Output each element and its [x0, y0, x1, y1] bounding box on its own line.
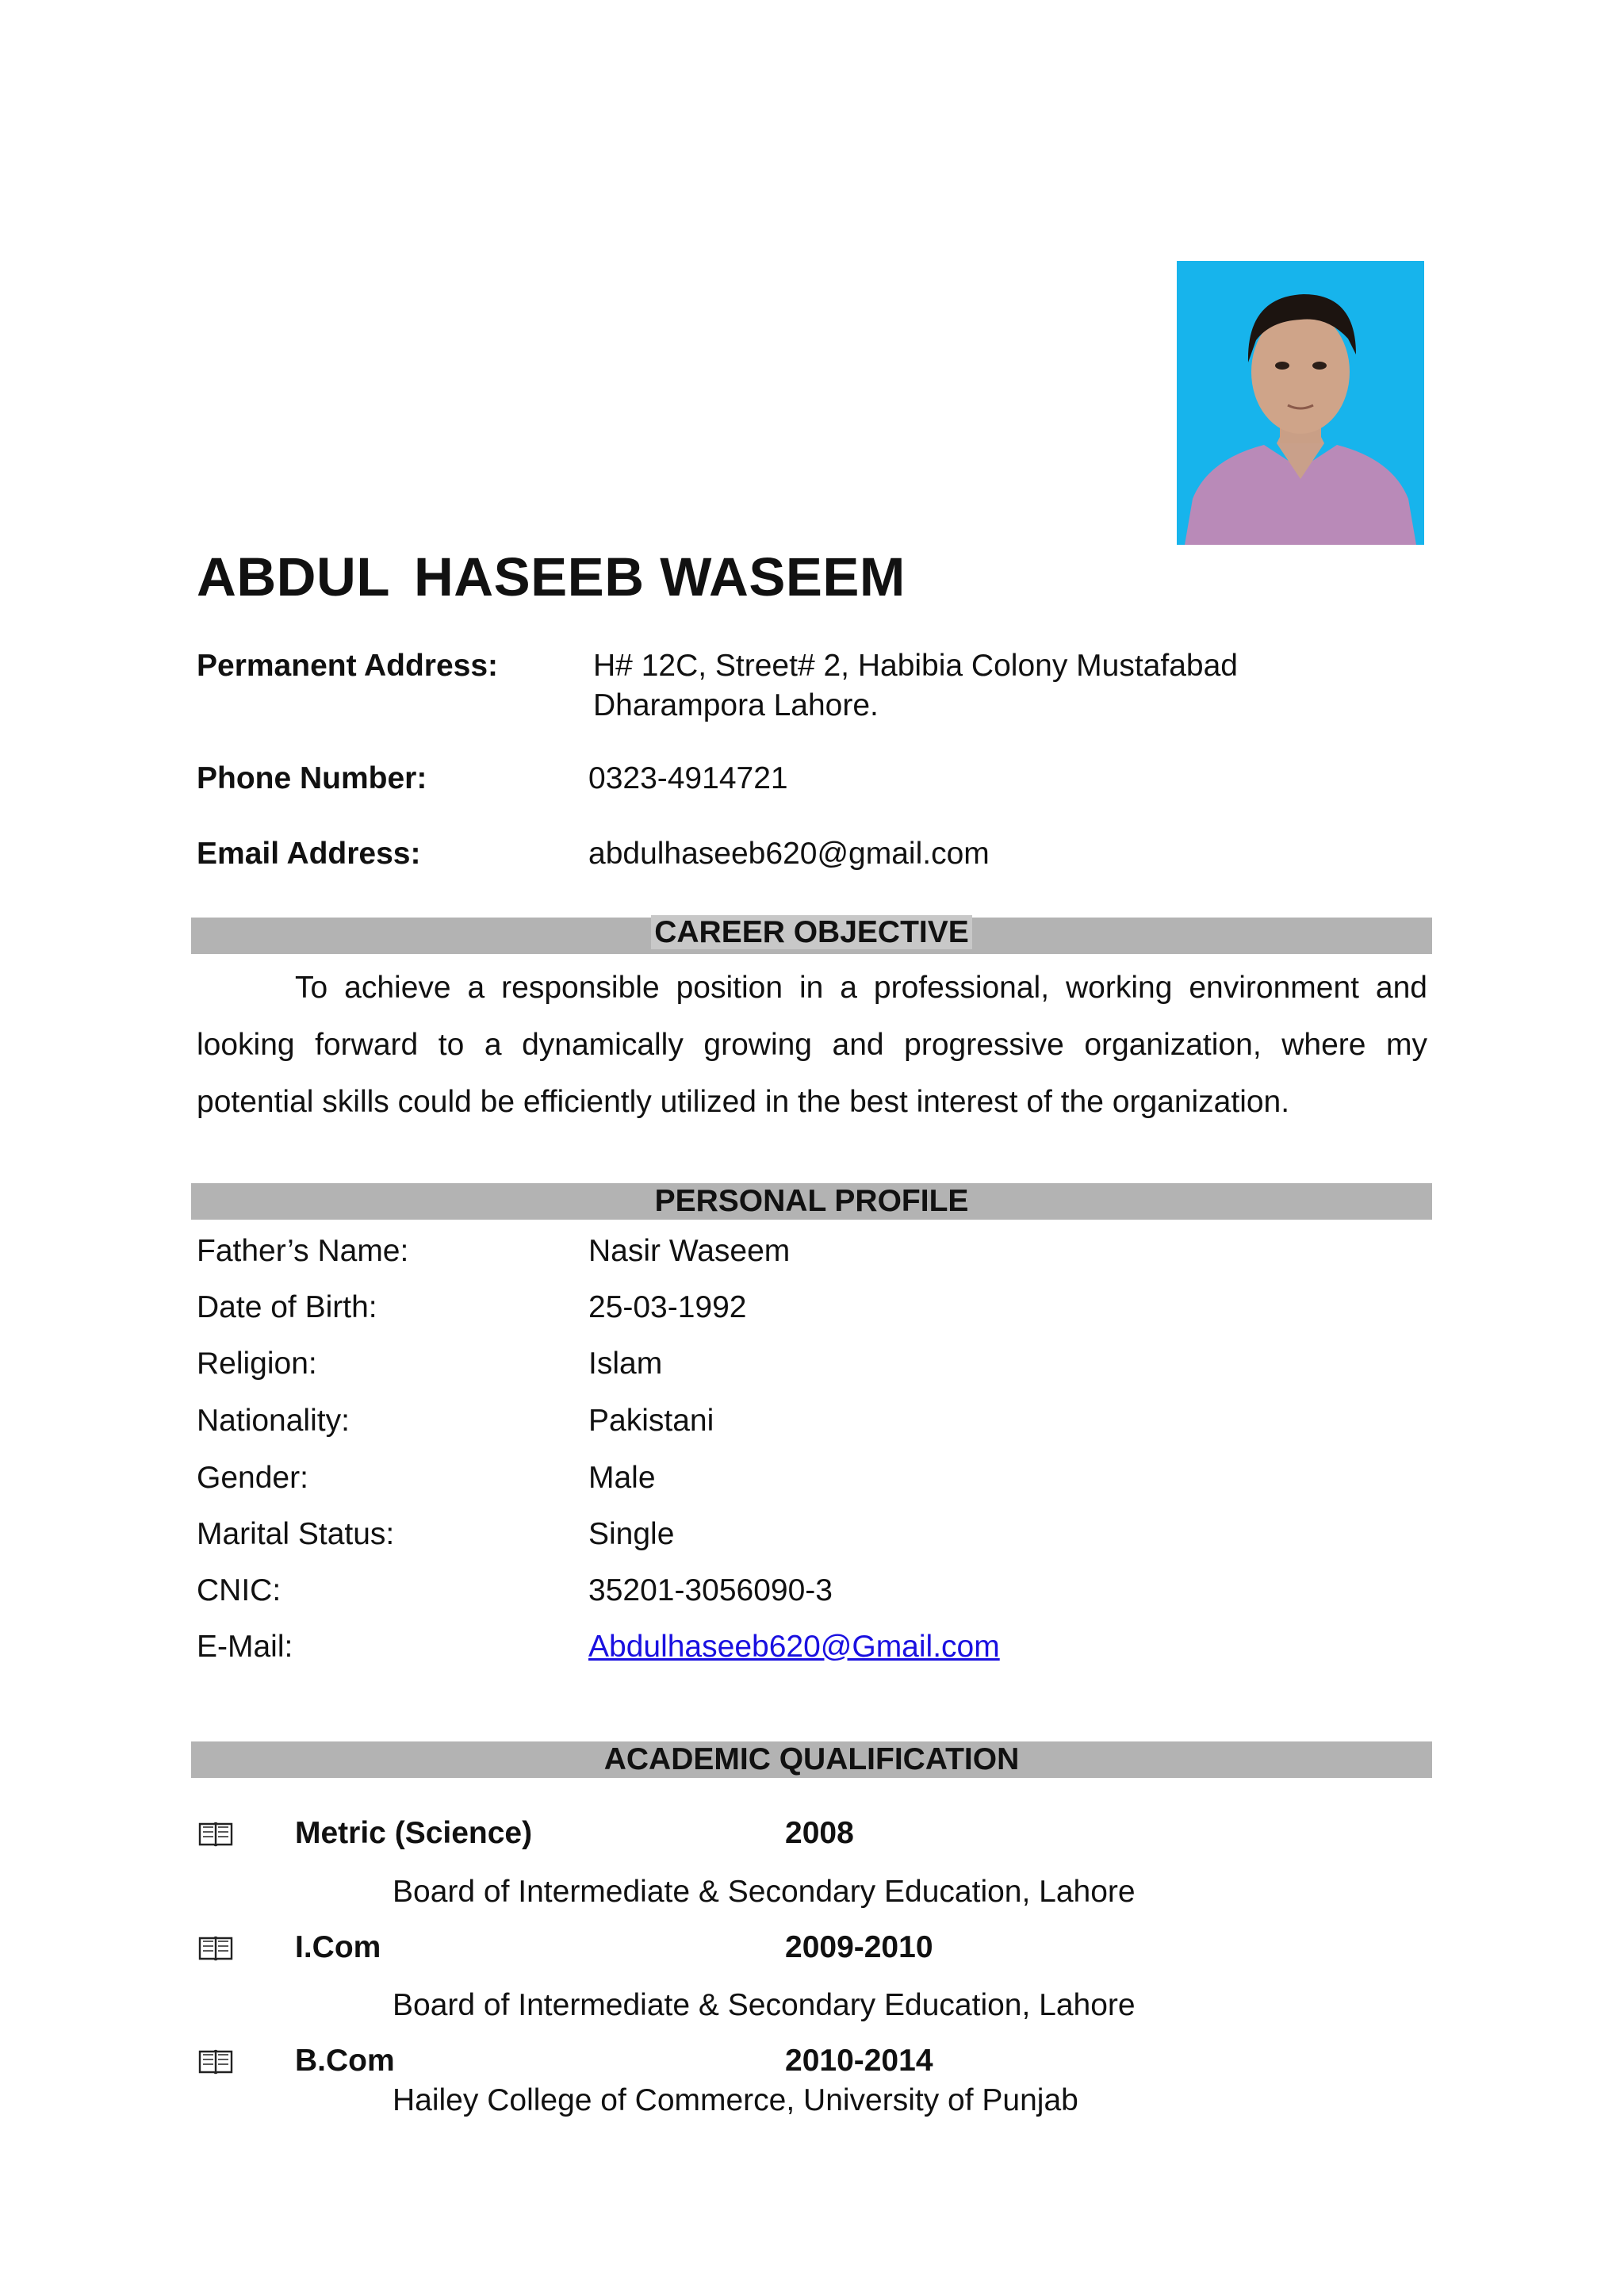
email-value: abdulhaseeb620@gmail.com [588, 837, 990, 871]
qualification-institution: Hailey College of Commerce, University of Punjab [393, 2083, 1078, 2117]
career-objective-paragraph: To achieve a responsible position in a professional, working environment and looking forward to a dynamically growing and progressive organization, where my potential skills could be efficiently utilized in the best interest of the organization. [197, 971, 1427, 1119]
address-line-2: Dharampora Lahore. [593, 688, 879, 722]
email-profile-label: E-Mail: [197, 1630, 293, 1664]
career-objective-heading: CAREER OBJECTIVE [651, 915, 972, 949]
last-name: HASEEB WASEEM [413, 546, 906, 607]
religion-value: Islam [588, 1347, 663, 1381]
person-portrait-icon [1177, 261, 1424, 545]
dob-label: Date of Birth: [197, 1290, 377, 1324]
gender-value: Male [588, 1461, 656, 1495]
qualification-year: 2008 [785, 1816, 854, 1850]
career-objective-text [197, 960, 1427, 1131]
qualification-institution: Board of Intermediate & Secondary Education, Lahore [393, 1875, 1136, 1909]
religion-label: Religion: [197, 1347, 317, 1381]
fathers-name-label: Father’s Name: [197, 1234, 409, 1268]
email-profile-link[interactable]: Abdulhaseeb620@Gmail.com [588, 1630, 1000, 1664]
qualification-year: 2009-2010 [785, 1930, 933, 1964]
candidate-name [197, 546, 929, 608]
qualification-institution: Board of Intermediate & Secondary Education, Lahore [393, 1988, 1136, 2022]
marital-status-value: Single [588, 1517, 675, 1551]
marital-status-label: Marital Status: [197, 1517, 395, 1551]
gender-label: Gender: [197, 1461, 308, 1495]
personal-profile-banner [191, 1183, 1432, 1220]
email-label: Email Address: [197, 837, 421, 871]
career-objective-banner [191, 915, 1432, 954]
open-book-icon [198, 2048, 233, 2075]
academic-qualification-banner [191, 1741, 1432, 1778]
cnic-value: 35201-3056090-3 [588, 1573, 833, 1607]
qualification-degree: I.Com [295, 1930, 381, 1964]
first-name: ABDUL [197, 546, 390, 607]
academic-qualification-heading: ACADEMIC QUALIFICATION [601, 1742, 1023, 1776]
phone-label: Phone Number: [197, 761, 427, 795]
address-label: Permanent Address: [197, 649, 499, 683]
open-book-icon [198, 1821, 233, 1848]
nationality-label: Nationality: [197, 1404, 350, 1438]
open-book-icon [198, 1935, 233, 1962]
address-line-1: H# 12C, Street# 2, Habibia Colony Mustafabad [593, 649, 1238, 683]
qualification-degree: B.Com [295, 2044, 395, 2078]
qualification-degree: Metric (Science) [295, 1816, 533, 1850]
fathers-name-value: Nasir Waseem [588, 1234, 791, 1268]
cnic-label: CNIC: [197, 1573, 282, 1607]
qualification-year: 2010-2014 [785, 2044, 933, 2078]
phone-value: 0323-4914721 [588, 761, 788, 795]
nationality-value: Pakistani [588, 1404, 714, 1438]
profile-photo [1177, 261, 1424, 545]
dob-value: 25-03-1992 [588, 1290, 747, 1324]
personal-profile-heading: PERSONAL PROFILE [652, 1184, 972, 1218]
